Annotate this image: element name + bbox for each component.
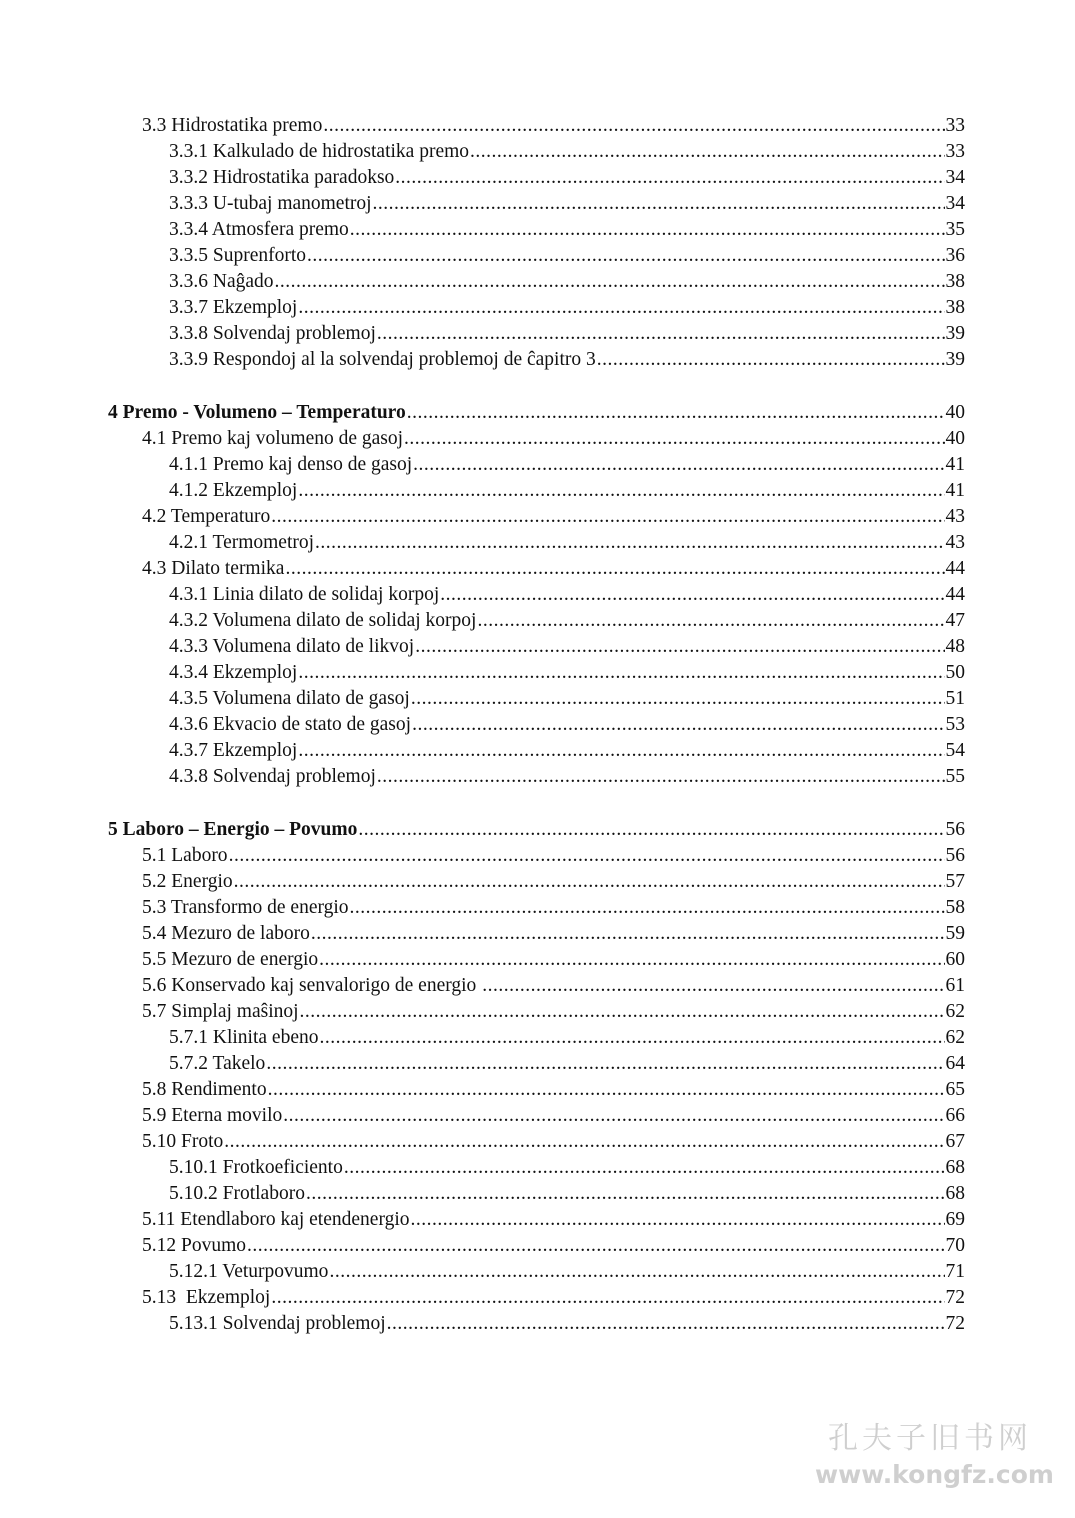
- toc-dot-leader: [477, 608, 944, 634]
- toc-entry-label: 5.9 Eterna movilo: [142, 1105, 283, 1126]
- toc-subsection-entry[interactable]: [0, 686, 1075, 712]
- toc-dot-leader: [319, 1025, 944, 1051]
- toc-section-entry[interactable]: [0, 113, 1075, 139]
- toc-chapter-entry[interactable]: [0, 400, 1075, 426]
- toc-dot-leader: [323, 113, 944, 139]
- toc-page-number: 34: [945, 167, 965, 188]
- toc-subsection-entry[interactable]: [0, 634, 1075, 660]
- toc-entry-label: 4.3.6 Ekvacio de stato de gasoj: [169, 714, 412, 735]
- toc-subsection-entry[interactable]: [0, 608, 1075, 634]
- toc-entry-label: 5.13 Ekzemploj: [142, 1287, 271, 1308]
- toc-page-number: 72: [945, 1287, 965, 1308]
- toc-page-number: 39: [945, 323, 965, 344]
- toc-section-entry[interactable]: [0, 1077, 1075, 1103]
- toc-page-number: 35: [945, 219, 965, 240]
- toc-subsection-entry[interactable]: [0, 478, 1075, 504]
- toc-dot-leader: [298, 478, 944, 504]
- toc-section-entry[interactable]: [0, 504, 1075, 530]
- toc-page-number: 33: [945, 115, 965, 136]
- toc-dot-leader: [350, 895, 945, 921]
- toc-page-number: 69: [945, 1209, 965, 1230]
- toc-section-entry[interactable]: [0, 556, 1075, 582]
- toc-dot-leader: [597, 347, 945, 373]
- watermark-logo-text: 孔夫子旧书网: [828, 1421, 1032, 1456]
- toc-entry-label: 3.3.5 Suprenforto: [169, 245, 307, 266]
- toc-dot-leader: [411, 1207, 945, 1233]
- toc-subsection-entry[interactable]: [0, 269, 1075, 295]
- toc-dot-leader: [413, 452, 944, 478]
- toc-subsection-entry[interactable]: [0, 452, 1075, 478]
- toc-dot-leader: [229, 843, 945, 869]
- toc-entry-label: 5 Laboro – Energio – Povumo: [108, 819, 358, 840]
- toc-page-number: 54: [945, 740, 965, 761]
- section-spacer: [0, 790, 1075, 817]
- toc-entry-label: 5.3 Transformo de energio: [142, 897, 349, 918]
- toc-dot-leader: [377, 764, 945, 790]
- toc-page-number: 41: [945, 480, 965, 501]
- toc-dot-leader: [440, 582, 944, 608]
- toc-page-number: 55: [945, 766, 965, 787]
- toc-page-number: 70: [945, 1235, 965, 1256]
- toc-dot-leader: [358, 817, 944, 843]
- toc-dot-leader: [344, 1155, 945, 1181]
- toc-dot-leader: [307, 243, 944, 269]
- toc-dot-leader: [395, 165, 944, 191]
- toc-page-number: 64: [945, 1053, 965, 1074]
- toc-subsection-entry[interactable]: [0, 139, 1075, 165]
- toc-dot-leader: [329, 1259, 944, 1285]
- toc-section-entry[interactable]: [0, 1233, 1075, 1259]
- toc-dot-leader: [300, 999, 945, 1025]
- toc-subsection-entry[interactable]: [0, 165, 1075, 191]
- toc-dot-leader: [271, 1285, 944, 1311]
- toc-entry-label: 5.10.2 Frotlaboro: [169, 1183, 305, 1204]
- toc-entry-label: 5.7 Simplaj maŝinoj: [142, 1001, 299, 1022]
- toc-entry-label: 4.3.4 Ekzemploj: [169, 662, 298, 683]
- toc-entry-label: 4.1.1 Premo kaj denso de gasoj: [169, 454, 413, 475]
- toc-entry-label: 5.7.1 Klinita ebeno: [169, 1027, 319, 1048]
- toc-dot-leader: [266, 1051, 944, 1077]
- toc-entry-label: 5.12.1 Veturpovumo: [169, 1261, 329, 1282]
- toc-dot-leader: [298, 295, 944, 321]
- toc-subsection-entry[interactable]: [0, 1311, 1075, 1337]
- toc-dot-leader: [407, 400, 945, 426]
- watermark: [815, 1418, 1054, 1498]
- toc-subsection-entry[interactable]: [0, 1181, 1075, 1207]
- toc-dot-leader: [306, 1181, 945, 1207]
- toc-page-number: 58: [945, 897, 965, 918]
- toc-entry-label: 3.3.6 Naĝado: [169, 271, 274, 292]
- toc-subsection-entry[interactable]: [0, 1155, 1075, 1181]
- toc-page-number: 33: [945, 141, 965, 162]
- toc-dot-leader: [470, 139, 944, 165]
- toc-dot-leader: [275, 269, 945, 295]
- toc-entry-label: 4.1 Premo kaj volumeno de gasoj: [142, 428, 404, 449]
- toc-dot-leader: [283, 1103, 944, 1129]
- toc-entry-label: 5.8 Rendimento: [142, 1079, 267, 1100]
- toc-section-entry[interactable]: [0, 947, 1075, 973]
- toc-page-number: 34: [945, 193, 965, 214]
- toc-page-number: 60: [945, 949, 965, 970]
- toc-section-entry[interactable]: [0, 1103, 1075, 1129]
- toc-section-entry[interactable]: [0, 843, 1075, 869]
- toc-dot-leader: [285, 556, 944, 582]
- toc-entry-label: 4.3 Dilato termika: [142, 558, 285, 579]
- toc-dot-leader: [268, 1077, 945, 1103]
- toc-dot-leader: [412, 712, 944, 738]
- toc-entry-label: 4.3.1 Linia dilato de solidaj korpoj: [169, 584, 440, 605]
- toc-section-entry[interactable]: [0, 921, 1075, 947]
- toc-entry-label: 5.4 Mezuro de laboro: [142, 923, 310, 944]
- toc-subsection-entry[interactable]: [0, 1259, 1075, 1285]
- toc-entry-label: 3.3.1 Kalkulado de hidrostatika premo: [169, 141, 470, 162]
- toc-page-number: 61: [945, 975, 965, 996]
- toc-page-number: 67: [945, 1131, 965, 1152]
- toc-section-entry[interactable]: [0, 895, 1075, 921]
- toc-subsection-entry[interactable]: [0, 660, 1075, 686]
- toc-page-number: 71: [945, 1261, 965, 1282]
- toc-dot-leader: [387, 1311, 945, 1337]
- toc-section-entry[interactable]: [0, 1207, 1075, 1233]
- toc-dot-leader: [404, 426, 944, 452]
- toc-entry-label: 4.3.7 Ekzemploj: [169, 740, 298, 761]
- toc-entry-label: 3.3 Hidrostatika premo: [142, 115, 323, 136]
- toc-section-entry[interactable]: [0, 869, 1075, 895]
- toc-entry-label: 3.3.8 Solvendaj problemoj: [169, 323, 376, 344]
- toc-entry-label: 4.2 Temperaturo: [142, 506, 271, 527]
- toc-page-number: 59: [945, 923, 965, 944]
- toc-entry-label: 4.3.8 Solvendaj problemoj: [169, 766, 376, 787]
- toc-page-number: 68: [945, 1183, 965, 1204]
- toc-dot-leader: [411, 686, 945, 712]
- toc-dot-leader: [234, 869, 945, 895]
- toc-dot-leader: [271, 504, 944, 530]
- section-spacer: [0, 373, 1075, 400]
- toc-dot-leader: [224, 1129, 944, 1155]
- toc-entry-label: 5.2 Energio: [142, 871, 233, 892]
- toc-entry-label: 5.7.2 Takelo: [169, 1053, 266, 1074]
- toc-page-number: 51: [945, 688, 965, 709]
- table-of-contents: [0, 113, 1075, 1337]
- toc-dot-leader: [247, 1233, 944, 1259]
- toc-subsection-entry[interactable]: [0, 243, 1075, 269]
- toc-entry-label: 5.6 Konservado kaj senvalorigo de energio: [142, 975, 482, 996]
- toc-subsection-entry[interactable]: [0, 295, 1075, 321]
- toc-entry-label: 5.1 Laboro: [142, 845, 228, 866]
- toc-page-number: 47: [945, 610, 965, 631]
- toc-page-number: 56: [945, 819, 965, 840]
- toc-entry-label: 3.3.4 Atmosfera premo: [169, 219, 349, 240]
- toc-entry-label: 4.1.2 Ekzemploj: [169, 480, 298, 501]
- toc-subsection-entry[interactable]: [0, 738, 1075, 764]
- toc-entry-label: 5.10 Froto: [142, 1131, 224, 1152]
- toc-page-number: 44: [945, 584, 965, 605]
- toc-subsection-entry[interactable]: [0, 530, 1075, 556]
- watermark-url-text: www.kongfz.com: [815, 1460, 1054, 1489]
- toc-entry-label: 3.3.9 Respondoj al la solvendaj problemoj de ĉapitro 3: [169, 349, 596, 370]
- toc-page-number: 57: [945, 871, 965, 892]
- toc-subsection-entry[interactable]: [0, 1051, 1075, 1077]
- toc-page-number: 43: [945, 532, 965, 553]
- toc-subsection-entry[interactable]: [0, 191, 1075, 217]
- toc-page-number: 56: [945, 845, 965, 866]
- toc-page-number: 72: [945, 1313, 965, 1334]
- toc-section-entry[interactable]: [0, 1285, 1075, 1311]
- toc-dot-leader: [373, 191, 945, 217]
- toc-subsection-entry[interactable]: [0, 217, 1075, 243]
- toc-entry-label: 3.3.7 Ekzemploj: [169, 297, 298, 318]
- toc-dot-leader: [482, 973, 944, 999]
- toc-page-number: 43: [945, 506, 965, 527]
- toc-subsection-entry[interactable]: [0, 582, 1075, 608]
- toc-page-number: 48: [945, 636, 965, 657]
- toc-section-entry[interactable]: [0, 1129, 1075, 1155]
- toc-page-number: 53: [945, 714, 965, 735]
- toc-dot-leader: [377, 321, 945, 347]
- toc-entry-label: 5.5 Mezuro de energio: [142, 949, 319, 970]
- toc-subsection-entry[interactable]: [0, 347, 1075, 373]
- toc-chapter-entry[interactable]: [0, 817, 1075, 843]
- toc-page-number: 38: [945, 297, 965, 318]
- toc-entry-label: 5.10.1 Frotkoeficiento: [169, 1157, 343, 1178]
- toc-page-number: 50: [945, 662, 965, 683]
- toc-page-number: 66: [945, 1105, 965, 1126]
- toc-entry-label: 5.13.1 Solvendaj problemoj: [169, 1313, 386, 1334]
- toc-subsection-entry[interactable]: [0, 321, 1075, 347]
- toc-entry-label: 4.3.5 Volumena dilato de gasoj: [169, 688, 410, 709]
- toc-section-entry[interactable]: [0, 999, 1075, 1025]
- toc-section-entry[interactable]: [0, 973, 1075, 999]
- toc-entry-label: 3.3.3 U-tubaj manometroj: [169, 193, 372, 214]
- toc-dot-leader: [350, 217, 945, 243]
- toc-subsection-entry[interactable]: [0, 764, 1075, 790]
- toc-dot-leader: [311, 921, 945, 947]
- toc-page-number: 62: [945, 1027, 965, 1048]
- toc-dot-leader: [298, 660, 944, 686]
- toc-page-number: 62: [945, 1001, 965, 1022]
- toc-section-entry[interactable]: [0, 426, 1075, 452]
- toc-page-number: 41: [945, 454, 965, 475]
- toc-entry-label: 3.3.2 Hidrostatika paradokso: [169, 167, 395, 188]
- toc-dot-leader: [298, 738, 944, 764]
- toc-page-number: 38: [945, 271, 965, 292]
- toc-page-number: 44: [945, 558, 965, 579]
- toc-page-number: 40: [945, 428, 965, 449]
- toc-dot-leader: [319, 947, 944, 973]
- toc-subsection-entry[interactable]: [0, 712, 1075, 738]
- toc-entry-label: 4.3.3 Volumena dilato de likvoj: [169, 636, 415, 657]
- toc-page-number: 65: [945, 1079, 965, 1100]
- toc-subsection-entry[interactable]: [0, 1025, 1075, 1051]
- toc-page-number: 40: [945, 402, 965, 423]
- toc-entry-label: 4.3.2 Volumena dilato de solidaj korpoj: [169, 610, 477, 631]
- toc-page-number: 36: [945, 245, 965, 266]
- toc-page-number: 39: [945, 349, 965, 370]
- toc-entry-label: 5.12 Povumo: [142, 1235, 247, 1256]
- toc-entry-label: 5.11 Etendlaboro kaj etendenergio: [142, 1209, 410, 1230]
- toc-page-number: 68: [945, 1157, 965, 1178]
- toc-dot-leader: [315, 530, 944, 556]
- toc-entry-label: 4.2.1 Termometroj: [169, 532, 315, 553]
- toc-entry-label: 4 Premo - Volumeno – Temperaturo: [108, 402, 406, 423]
- toc-dot-leader: [415, 634, 944, 660]
